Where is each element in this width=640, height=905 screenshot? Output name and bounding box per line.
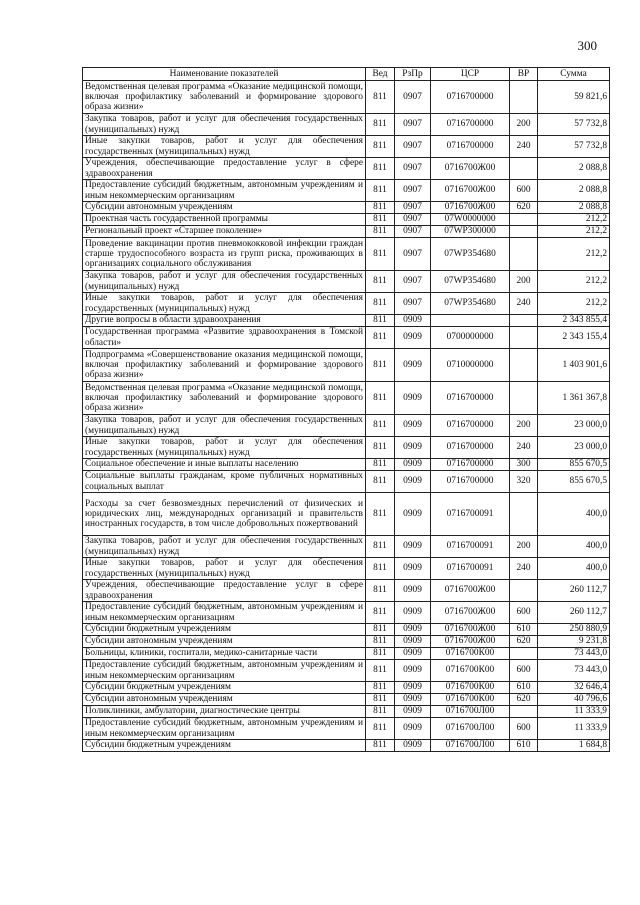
row-csr-cell: 07WP300000: [431, 226, 510, 238]
row-name-cell: Другие вопросы в области здравоохранения: [83, 315, 366, 327]
row-csr-cell: 0716700000: [431, 136, 510, 158]
row-ved-cell: 811: [366, 158, 395, 180]
row-ved-cell: 811: [366, 238, 395, 271]
row-vr-cell: 610: [510, 682, 538, 694]
row-rzpr-cell: 0909: [395, 718, 431, 740]
row-vr-cell: [510, 81, 538, 114]
table-row: [83, 493, 610, 536]
row-csr-cell: 0716700Ж00: [431, 202, 510, 214]
table-row: [83, 415, 610, 437]
table-row: [83, 271, 610, 293]
row-vr-cell: 300: [510, 459, 538, 471]
row-vr-cell: 240: [510, 136, 538, 158]
row-csr-cell: 0716700000: [431, 382, 510, 415]
row-ved-cell: 811: [366, 327, 395, 349]
row-rzpr-cell: 0907: [395, 180, 431, 202]
row-ved-cell: 811: [366, 602, 395, 624]
row-vr-cell: [510, 315, 538, 327]
row-csr-cell: 0716700К00: [431, 682, 510, 694]
row-name-cell: Субсидии бюджетным учреждениям: [83, 624, 366, 636]
row-ved-cell: 811: [366, 740, 395, 752]
table-row: [83, 136, 610, 158]
row-ved-cell: 811: [366, 180, 395, 202]
row-name-cell: Поликлиники, амбулатории, диагностические центры: [83, 706, 366, 718]
row-csr-cell: 0716700091: [431, 536, 510, 558]
row-vr-cell: 200: [510, 114, 538, 136]
row-csr-cell: 0716700Ж00: [431, 624, 510, 636]
row-sum-cell: 2 343 155,4: [538, 327, 610, 349]
row-sum-cell: 212,2: [538, 238, 610, 271]
row-name-cell: Субсидии бюджетным учреждениям: [83, 682, 366, 694]
table-body: [83, 81, 610, 752]
row-csr-cell: 0716700Ж00: [431, 180, 510, 202]
row-name-cell: Иные закупки товаров, работ и услуг для обеспечения государственных (муниципальных) нужд: [83, 293, 366, 315]
row-rzpr-cell: 0907: [395, 214, 431, 226]
row-sum-cell: 59 821,6: [538, 81, 610, 114]
row-rzpr-cell: 0909: [395, 706, 431, 718]
table-row: [83, 740, 610, 752]
row-ved-cell: 811: [366, 214, 395, 226]
row-ved-cell: 811: [366, 293, 395, 315]
row-name-cell: Закупка товаров, работ и услуг для обеспечения государственных (муниципальных) нужд: [83, 271, 366, 293]
row-vr-cell: [510, 382, 538, 415]
row-sum-cell: 73 443,0: [538, 660, 610, 682]
budget-table: [82, 67, 610, 752]
row-csr-cell: 0716700К00: [431, 660, 510, 682]
row-sum-cell: 260 112,7: [538, 580, 610, 602]
row-name-cell: Подпрограмма «Совершенствование оказания медицинской помощи, включая профилактику заболеваний и формирование здорового образа жизни»: [83, 349, 366, 382]
row-rzpr-cell: 0909: [395, 536, 431, 558]
row-name-cell: Ведомственная целевая программа «Оказание медицинской помощи, включая профилактику заболеваний и формирование здорового образа жизни»: [83, 81, 366, 114]
row-rzpr-cell: 0909: [395, 382, 431, 415]
row-name-cell: Учреждения, обеспечивающие предоставление услуг в сфере здравоохранения: [83, 580, 366, 602]
row-rzpr-cell: 0907: [395, 158, 431, 180]
row-sum-cell: 400,0: [538, 558, 610, 580]
row-rzpr-cell: 0907: [395, 238, 431, 271]
row-rzpr-cell: 0909: [395, 694, 431, 706]
row-vr-cell: 320: [510, 471, 538, 493]
row-vr-cell: 240: [510, 437, 538, 459]
row-sum-cell: 2 088,8: [538, 158, 610, 180]
table-row: [83, 624, 610, 636]
row-name-cell: Социальные выплаты гражданам, кроме публичных нормативных социальных выплат: [83, 471, 366, 493]
row-ved-cell: 811: [366, 459, 395, 471]
table-row: [83, 349, 610, 382]
row-csr-cell: 07W0000000: [431, 214, 510, 226]
row-ved-cell: 811: [366, 718, 395, 740]
row-name-cell: Региональный проект «Старшее поколение»: [83, 226, 366, 238]
row-ved-cell: 811: [366, 580, 395, 602]
table-row: [83, 437, 610, 459]
row-csr-cell: 0716700Л00: [431, 706, 510, 718]
table-row: [83, 180, 610, 202]
row-rzpr-cell: 0909: [395, 558, 431, 580]
row-sum-cell: 212,2: [538, 293, 610, 315]
row-ved-cell: 811: [366, 493, 395, 536]
row-sum-cell: 57 732,8: [538, 136, 610, 158]
row-ved-cell: 811: [366, 536, 395, 558]
row-rzpr-cell: 0909: [395, 602, 431, 624]
table-row: [83, 580, 610, 602]
row-rzpr-cell: 0907: [395, 136, 431, 158]
row-rzpr-cell: 0907: [395, 271, 431, 293]
row-name-cell: Социальное обеспечение и иные выплаты населению: [83, 459, 366, 471]
row-ved-cell: 811: [366, 624, 395, 636]
table-row: [83, 327, 610, 349]
table-row: [83, 602, 610, 624]
table-row: [83, 238, 610, 271]
row-ved-cell: 811: [366, 315, 395, 327]
row-csr-cell: 0716700К00: [431, 694, 510, 706]
row-sum-cell: 32 646,4: [538, 682, 610, 694]
row-csr-cell: 0716700Ж00: [431, 602, 510, 624]
row-csr-cell: 0716700000: [431, 81, 510, 114]
row-ved-cell: 811: [366, 706, 395, 718]
page-number: 300: [577, 38, 597, 53]
row-rzpr-cell: 0907: [395, 293, 431, 315]
row-ved-cell: 811: [366, 558, 395, 580]
row-ved-cell: 811: [366, 202, 395, 214]
table-row: [83, 636, 610, 648]
row-vr-cell: 600: [510, 660, 538, 682]
row-ved-cell: 811: [366, 694, 395, 706]
row-sum-cell: 855 670,5: [538, 471, 610, 493]
row-sum-cell: 11 333,9: [538, 718, 610, 740]
row-vr-cell: 620: [510, 694, 538, 706]
row-vr-cell: 600: [510, 602, 538, 624]
row-name-cell: Субсидии автономным учреждениям: [83, 636, 366, 648]
row-csr-cell: 0716700Л00: [431, 718, 510, 740]
table-row: [83, 293, 610, 315]
row-name-cell: Проектная часть государственной программы: [83, 214, 366, 226]
row-name-cell: Больницы, клиники, госпитали, медико-санитарные части: [83, 648, 366, 660]
row-rzpr-cell: 0909: [395, 327, 431, 349]
row-ved-cell: 811: [366, 114, 395, 136]
row-csr-cell: 0716700000: [431, 471, 510, 493]
row-sum-cell: 212,2: [538, 226, 610, 238]
row-rzpr-cell: 0909: [395, 471, 431, 493]
table-row: [83, 471, 610, 493]
row-sum-cell: 1 684,8: [538, 740, 610, 752]
row-vr-cell: [510, 238, 538, 271]
column-header-ved: Вед: [366, 68, 395, 81]
row-vr-cell: 240: [510, 558, 538, 580]
row-csr-cell: 07WP354680: [431, 238, 510, 271]
row-name-cell: Расходы за счет безвозмездных перечислений от физических и юридических лиц, международных организаций и правительств иностранных государств, в том числе добровольных пожертвований: [83, 493, 366, 536]
row-rzpr-cell: 0909: [395, 459, 431, 471]
row-name-cell: Иные закупки товаров, работ и услуг для обеспечения государственных (муниципальных) нужд: [83, 558, 366, 580]
table-row: [83, 382, 610, 415]
table-row: [83, 81, 610, 114]
row-vr-cell: 620: [510, 636, 538, 648]
row-ved-cell: 811: [366, 648, 395, 660]
row-name-cell: Иные закупки товаров, работ и услуг для обеспечения государственных (муниципальных) нужд: [83, 437, 366, 459]
row-rzpr-cell: 0907: [395, 226, 431, 238]
row-vr-cell: 200: [510, 536, 538, 558]
row-vr-cell: 620: [510, 202, 538, 214]
table-header-row: [83, 68, 610, 81]
row-csr-cell: 0716700Ж00: [431, 580, 510, 602]
row-vr-cell: [510, 706, 538, 718]
row-sum-cell: 400,0: [538, 536, 610, 558]
table-row: [83, 536, 610, 558]
table-row: [83, 706, 610, 718]
row-ved-cell: 811: [366, 415, 395, 437]
row-sum-cell: 40 796,6: [538, 694, 610, 706]
row-rzpr-cell: 0909: [395, 493, 431, 536]
table-row: [83, 660, 610, 682]
row-rzpr-cell: 0909: [395, 437, 431, 459]
row-csr-cell: 0716700000: [431, 459, 510, 471]
row-sum-cell: 2 343 855,4: [538, 315, 610, 327]
row-rzpr-cell: 0909: [395, 636, 431, 648]
row-rzpr-cell: 0907: [395, 81, 431, 114]
row-vr-cell: 600: [510, 180, 538, 202]
row-name-cell: Проведение вакцинации против пневмококковой инфекции граждан старше трудоспособного возраста из групп риска, проживающих в организациях социального обслуживания: [83, 238, 366, 271]
row-sum-cell: 23 000,0: [538, 437, 610, 459]
row-sum-cell: 9 231,8: [538, 636, 610, 648]
row-csr-cell: [431, 315, 510, 327]
row-rzpr-cell: 0907: [395, 202, 431, 214]
row-name-cell: Субсидии бюджетным учреждениям: [83, 740, 366, 752]
column-header-sum: Сумма: [538, 68, 610, 81]
row-name-cell: Учреждения, обеспечивающие предоставление услуг в сфере здравоохранения: [83, 158, 366, 180]
row-name-cell: Предоставление субсидий бюджетным, автономным учреждениям и иным некоммерческим организациям: [83, 602, 366, 624]
column-header-csr: ЦСР: [431, 68, 510, 81]
row-vr-cell: 240: [510, 293, 538, 315]
table-row: [83, 459, 610, 471]
row-csr-cell: 07WP354680: [431, 293, 510, 315]
column-header-vr: ВР: [510, 68, 538, 81]
row-vr-cell: 610: [510, 624, 538, 636]
row-csr-cell: 0716700000: [431, 415, 510, 437]
row-sum-cell: 212,2: [538, 214, 610, 226]
table-row: [83, 315, 610, 327]
column-header-name: Наименование показателей: [83, 68, 366, 81]
table-row: [83, 158, 610, 180]
column-header-rzpr: РзПр: [395, 68, 431, 81]
row-csr-cell: 0716700000: [431, 114, 510, 136]
row-rzpr-cell: 0909: [395, 580, 431, 602]
row-vr-cell: [510, 226, 538, 238]
table-row: [83, 226, 610, 238]
row-name-cell: Государственная программа «Развитие здравоохранения в Томской области»: [83, 327, 366, 349]
row-name-cell: Закупка товаров, работ и услуг для обеспечения государственных (муниципальных) нужд: [83, 114, 366, 136]
row-csr-cell: 07WP354680: [431, 271, 510, 293]
row-rzpr-cell: 0909: [395, 660, 431, 682]
row-csr-cell: 0716700К00: [431, 648, 510, 660]
row-sum-cell: 250 880,9: [538, 624, 610, 636]
row-vr-cell: [510, 349, 538, 382]
row-sum-cell: 57 732,8: [538, 114, 610, 136]
row-vr-cell: [510, 648, 538, 660]
row-sum-cell: 1 403 901,6: [538, 349, 610, 382]
row-ved-cell: 811: [366, 136, 395, 158]
table-row: [83, 202, 610, 214]
row-name-cell: Иные закупки товаров, работ и услуг для обеспечения государственных (муниципальных) нужд: [83, 136, 366, 158]
row-sum-cell: 73 443,0: [538, 648, 610, 660]
row-sum-cell: 855 670,5: [538, 459, 610, 471]
row-vr-cell: 200: [510, 271, 538, 293]
table-row: [83, 114, 610, 136]
row-ved-cell: 811: [366, 226, 395, 238]
row-rzpr-cell: 0909: [395, 415, 431, 437]
row-ved-cell: 811: [366, 81, 395, 114]
table-row: [83, 682, 610, 694]
row-vr-cell: 610: [510, 740, 538, 752]
row-ved-cell: 811: [366, 682, 395, 694]
row-csr-cell: 0710000000: [431, 349, 510, 382]
row-rzpr-cell: 0909: [395, 624, 431, 636]
row-name-cell: Закупка товаров, работ и услуг для обеспечения государственных (муниципальных) нужд: [83, 415, 366, 437]
row-sum-cell: 11 333,9: [538, 706, 610, 718]
row-ved-cell: 811: [366, 349, 395, 382]
row-sum-cell: 2 088,8: [538, 180, 610, 202]
row-name-cell: Предоставление субсидий бюджетным, автономным учреждениям и иным некоммерческим организациям: [83, 180, 366, 202]
table-row: [83, 558, 610, 580]
row-name-cell: Предоставление субсидий бюджетным, автономным учреждениям и иным некоммерческим организациям: [83, 660, 366, 682]
row-rzpr-cell: 0909: [395, 740, 431, 752]
row-vr-cell: [510, 158, 538, 180]
row-ved-cell: 811: [366, 271, 395, 293]
row-name-cell: Предоставление субсидий бюджетным, автономным учреждениям и иным некоммерческим организациям: [83, 718, 366, 740]
row-sum-cell: 400,0: [538, 493, 610, 536]
row-vr-cell: 200: [510, 415, 538, 437]
row-vr-cell: [510, 580, 538, 602]
row-vr-cell: [510, 493, 538, 536]
row-csr-cell: 0716700091: [431, 493, 510, 536]
table-row: [83, 718, 610, 740]
row-vr-cell: [510, 327, 538, 349]
row-rzpr-cell: 0909: [395, 315, 431, 327]
row-csr-cell: 0716700Ж00: [431, 158, 510, 180]
row-ved-cell: 811: [366, 660, 395, 682]
row-sum-cell: 23 000,0: [538, 415, 610, 437]
row-name-cell: Закупка товаров, работ и услуг для обеспечения государственных (муниципальных) нужд: [83, 536, 366, 558]
row-ved-cell: 811: [366, 471, 395, 493]
row-rzpr-cell: 0909: [395, 349, 431, 382]
table-row: [83, 694, 610, 706]
row-rzpr-cell: 0909: [395, 648, 431, 660]
row-name-cell: Ведомственная целевая программа «Оказание медицинской помощи, включая профилактику заболеваний и формирование здорового образа жизни»: [83, 382, 366, 415]
row-ved-cell: 811: [366, 382, 395, 415]
row-sum-cell: 212,2: [538, 271, 610, 293]
row-vr-cell: [510, 214, 538, 226]
table-row: [83, 648, 610, 660]
row-vr-cell: 600: [510, 718, 538, 740]
row-ved-cell: 811: [366, 437, 395, 459]
row-ved-cell: 811: [366, 636, 395, 648]
row-rzpr-cell: 0909: [395, 682, 431, 694]
row-rzpr-cell: 0907: [395, 114, 431, 136]
row-sum-cell: 2 088,8: [538, 202, 610, 214]
row-csr-cell: 0700000000: [431, 327, 510, 349]
table-row: [83, 214, 610, 226]
row-sum-cell: 260 112,7: [538, 602, 610, 624]
row-csr-cell: 0716700000: [431, 437, 510, 459]
row-sum-cell: 1 361 367,8: [538, 382, 610, 415]
row-name-cell: Субсидии автономным учреждениям: [83, 694, 366, 706]
row-csr-cell: 0716700Ж00: [431, 636, 510, 648]
row-name-cell: Субсидии автономным учреждениям: [83, 202, 366, 214]
row-csr-cell: 0716700Л00: [431, 740, 510, 752]
row-csr-cell: 0716700091: [431, 558, 510, 580]
